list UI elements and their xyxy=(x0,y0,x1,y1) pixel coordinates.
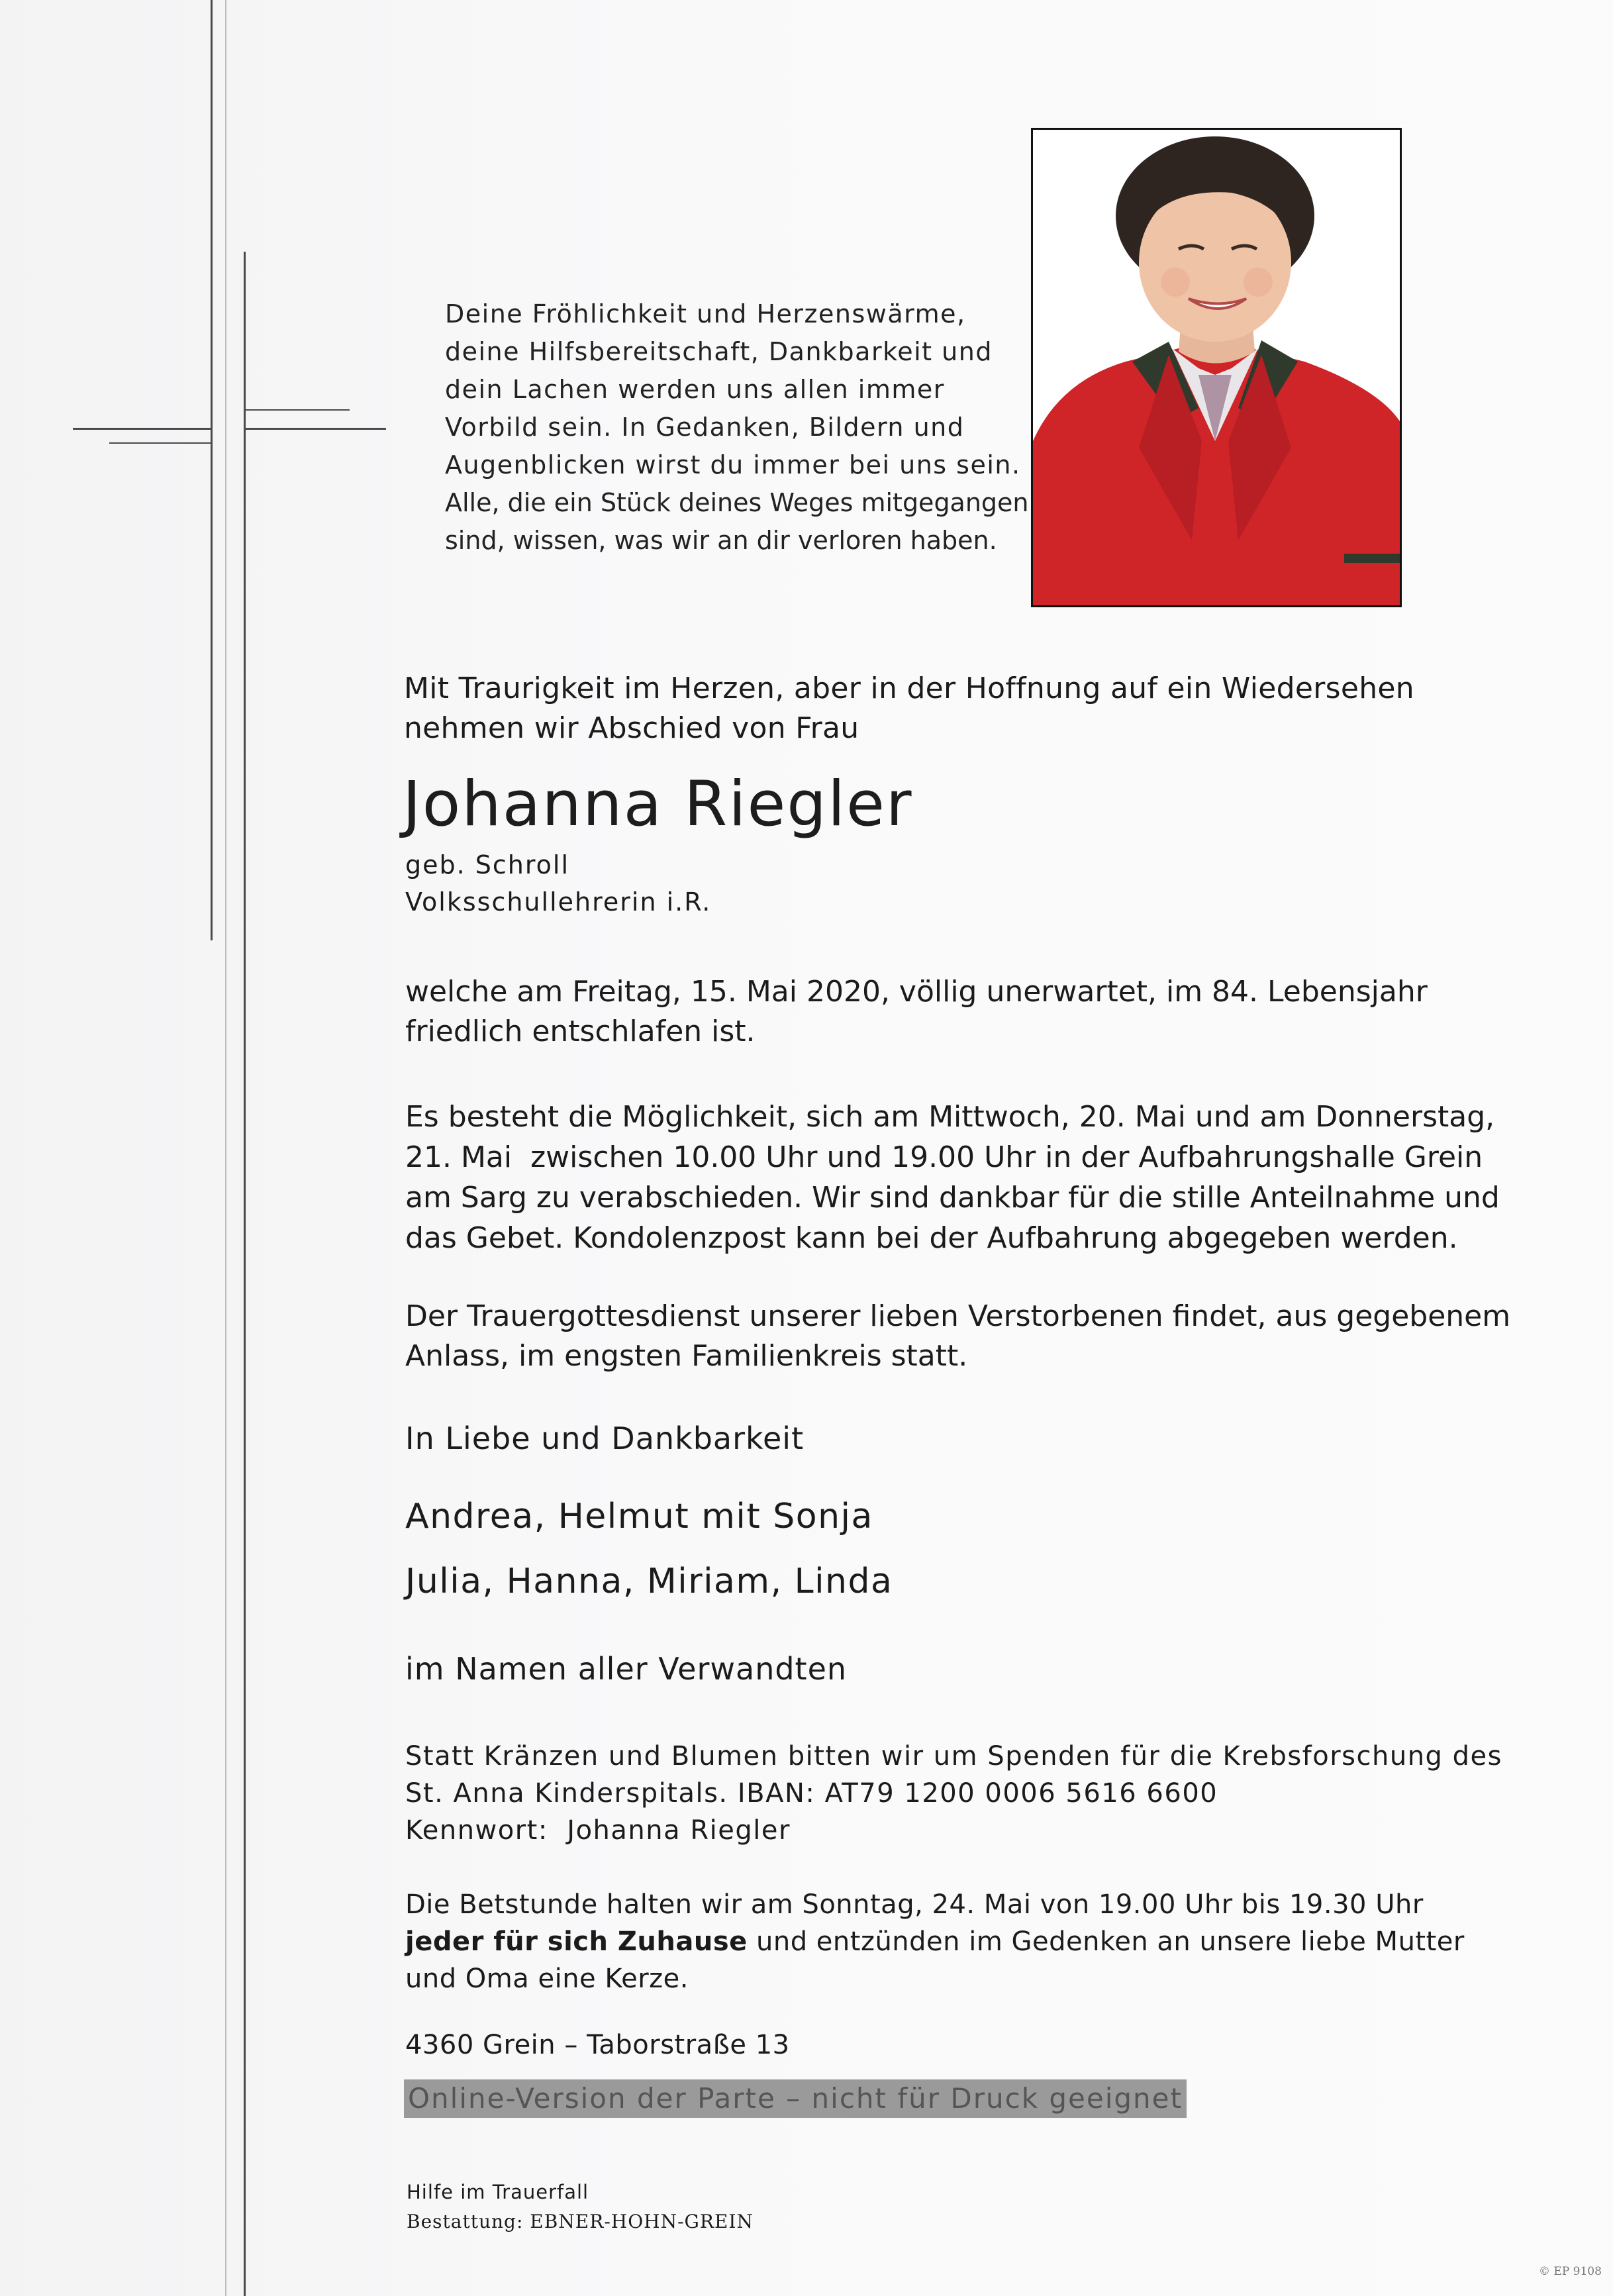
portrait-photo xyxy=(1031,128,1402,607)
paragraph-text: und entzünden im Gedenken an unsere liebe Mutter xyxy=(747,1926,1465,1957)
funeral-home: Bestattung: EBNER-HOHN-GREIN xyxy=(407,2211,754,2232)
address: 4360 Grein – Taborstraße 13 xyxy=(405,2030,790,2060)
intro-text xyxy=(404,669,1414,748)
help-label: Hilfe im Trauerfall xyxy=(407,2181,589,2203)
quote-line: Augenblicken wirst du immer bei uns sein. xyxy=(445,450,1021,479)
birth-name: geb. Schroll xyxy=(405,850,570,879)
prayer-paragraph xyxy=(405,1886,1465,1997)
paragraph-line: am Sarg zu verabschieden. Wir sind dankbar für die stille Anteilnahme und xyxy=(405,1181,1500,1215)
deceased-details xyxy=(405,846,711,921)
paragraph-line: und Oma eine Kerze. xyxy=(405,1964,689,1994)
intro-line: Mit Traurigkeit im Herzen, aber in der Hoffnung auf ein Wiedersehen xyxy=(404,672,1414,705)
online-version-notice: Online-Version der Parte – nicht für Druck geeignet xyxy=(404,2079,1187,2118)
deceased-name: Johanna Riegler xyxy=(403,768,913,840)
quote-line: sind, wissen, was wir an dir verloren haben. xyxy=(445,526,997,555)
quote-line: Vorbild sein. In Gedanken, Bildern und xyxy=(445,413,965,442)
paragraph-line: welche am Freitag, 15. Mai 2020, völlig unerwartet, im 84. Lebensjahr xyxy=(405,975,1428,1009)
print-code: © EP 9108 xyxy=(1539,2265,1602,2278)
paragraph-line: Statt Kränzen und Blumen bitten wir um Spenden für die Krebsforschung des xyxy=(405,1741,1502,1772)
quote-line: Alle, die ein Stück deines Weges mitgegangen xyxy=(445,488,1029,517)
family-names-1: Andrea, Helmut mit Sonja xyxy=(405,1497,873,1536)
paragraph-line: Die Betstunde halten wir am Sonntag, 24. Mai von 19.00 Uhr bis 19.30 Uhr xyxy=(405,1889,1424,1920)
paragraph-line: Der Trauergottesdienst unserer lieben Verstorbenen findet, aus gegebenem xyxy=(405,1299,1511,1333)
portrait-image xyxy=(1033,130,1400,605)
death-paragraph xyxy=(405,972,1428,1052)
family-names-2: Julia, Hanna, Miriam, Linda xyxy=(405,1562,893,1601)
paragraph-line: Kennwort: Johanna Riegler xyxy=(405,1815,791,1846)
closing-line: In Liebe und Dankbarkeit xyxy=(405,1421,805,1456)
viewing-paragraph xyxy=(405,1097,1500,1258)
intro-line: nehmen wir Abschied von Frau xyxy=(404,711,859,745)
paragraph-line: Anlass, im engsten Familienkreis statt. xyxy=(405,1339,968,1373)
relatives-line: im Namen aller Verwandten xyxy=(405,1651,848,1687)
profession: Volksschullehrerin i.R. xyxy=(405,887,712,917)
paragraph-line: St. Anna Kinderspitals. IBAN: AT79 1200 0006 5616 6600 xyxy=(405,1778,1218,1809)
donation-paragraph xyxy=(405,1738,1502,1849)
paragraph-line: Es besteht die Möglichkeit, sich am Mittwoch, 20. Mai und am Donnerstag, xyxy=(405,1100,1495,1134)
paragraph-line: friedlich entschlafen ist. xyxy=(405,1015,756,1048)
memorial-quote xyxy=(445,295,1029,560)
quote-line: dein Lachen werden uns allen immer xyxy=(445,375,945,404)
bold-phrase: jeder für sich Zuhause xyxy=(405,1926,748,1957)
quote-line: Deine Fröhlichkeit und Herzenswärme, xyxy=(445,299,966,328)
paragraph-line: das Gebet. Kondolenzpost kann bei der Aufbahrung abgegeben werden. xyxy=(405,1221,1458,1255)
paragraph-line: 21. Mai zwischen 10.00 Uhr und 19.00 Uhr in der Aufbahrungshalle Grein xyxy=(405,1140,1483,1174)
quote-line: deine Hilfsbereitschaft, Dankbarkeit und xyxy=(445,337,993,366)
paragraph-line xyxy=(405,1923,1465,1960)
service-paragraph xyxy=(405,1297,1510,1376)
